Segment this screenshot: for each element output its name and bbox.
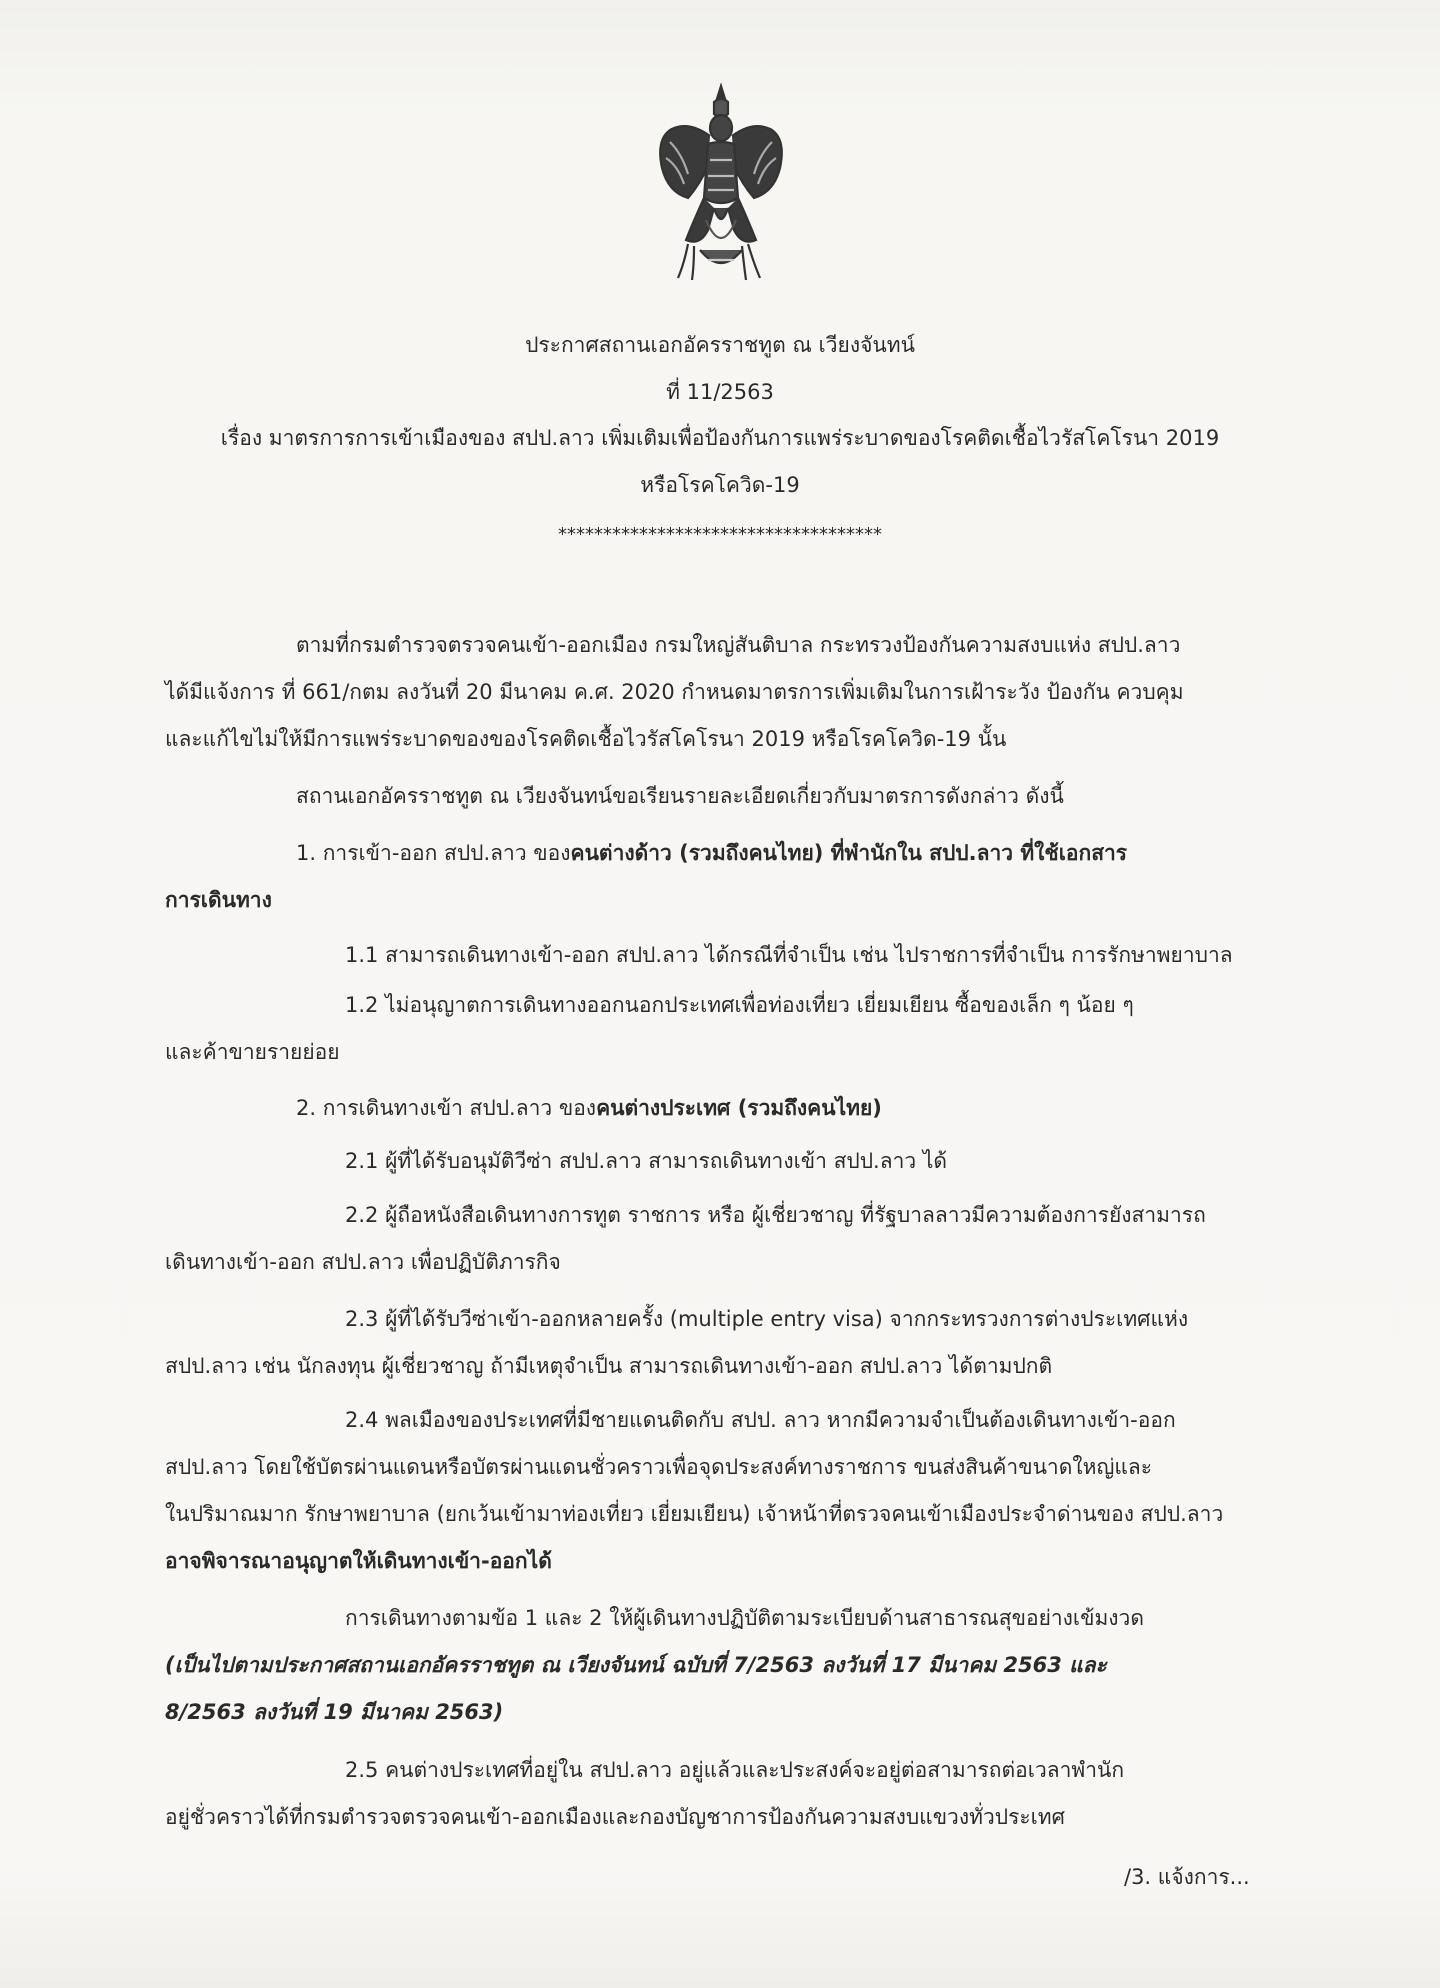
announcement-number: ที่ 11/2563 (666, 380, 774, 404)
intro-paragraph-line: และแก้ไขไม่ให้มีการแพร่ระบาดของของโรคติดเชื้อไวรัสโคโรนา 2019 หรือโรคโควิด-19 นั้น (165, 727, 1007, 751)
intro-second-paragraph: สถานเอกอัครราชทูต ณ เวียงจันทน์ขอเรียนรายละเอียดเกี่ยวกับมาตรการดังกล่าว ดังนี้ (296, 784, 1064, 808)
item-2-4: 2.4 พลเมืองของประเทศที่มีชายแดนติดกับ สปป. ลาว หากมีความจำเป็นต้องเดินทางเข้า-ออก (345, 1408, 1176, 1432)
item-2-5: 2.5 คนต่างประเทศที่อยู่ใน สปป.ลาว อยู่แล้วและประสงค์จะอยู่ต่อสามารถต่อเวลาพำนัก (345, 1758, 1125, 1782)
garuda-emblem-icon (648, 80, 794, 288)
item-2-4-cont: ในปริมาณมาก รักษาพยาบาล (ยกเว้นเข้ามาท่องเที่ยว เยี่ยมเยียน) เจ้าหน้าที่ตรวจคนเข้าเมืองประจำด่านของ สปป.ลาว (165, 1502, 1224, 1526)
item-1-2-cont: และค้าขายรายย่อย (165, 1040, 340, 1064)
intro-paragraph-line: ตามที่กรมตำรวจตรวจคนเข้า-ออกเมือง กรมใหญ่สันติบาล กระทรวงป้องกันความสงบแห่ง สปป.ลาว (296, 633, 1181, 657)
travel-note: การเดินทางตามข้อ 1 และ 2 ให้ผู้เดินทางปฏิบัติตามระเบียบด้านสาธารณสุขอย่างเข้มงวด (345, 1606, 1144, 1630)
item-1-1: 1.1 สามารถเดินทางเข้า-ออก สปป.ลาว ได้กรณีที่จำเป็น เช่น ไปราชการที่จำเป็น การรักษาพยาบาล (345, 943, 1233, 967)
item-2-2-cont: เดินทางเข้า-ออก สปป.ลาว เพื่อปฏิบัติภารกิจ (165, 1250, 561, 1274)
item-2-4-bold: อาจพิจารณาอนุญาตให้เดินทางเข้า-ออกได้ (165, 1549, 552, 1573)
item-1-2: 1.2 ไม่อนุญาตการเดินทางออกนอกประเทศเพื่อท่องเที่ยว เยี่ยมเยียน ซื้อของเล็ก ๆ น้อย ๆ (345, 993, 1134, 1017)
continued-marker: /3. แจ้งการ... (1124, 1865, 1250, 1889)
item-2-5-cont: อยู่ชั่วคราวได้ที่กรมตำรวจตรวจคนเข้า-ออกเมืองและกองบัญชาการป้องกันความสงบแขวงทั่วประเทศ (165, 1805, 1065, 1829)
section-1-heading-cont: การเดินทาง (165, 888, 272, 912)
section-1-prefix: 1. การเข้า-ออก สปป.ลาว ของ (296, 841, 571, 865)
item-2-3-cont: สปป.ลาว เช่น นักลงทุน ผู้เชี่ยวชาญ ถ้ามีเหตุจำเป็น สามารถเดินทางเข้า-ออก สปป.ลาว ได้ตามปกติ (165, 1354, 1053, 1378)
intro-paragraph-line: ได้มีแจ้งการ ที่ 661/กตม ลงวันที่ 20 มีนาคม ค.ศ. 2020 กำหนดมาตรการเพิ่มเติมในการเฝ้าระวัง ป้องกัน ควบคุม (165, 680, 1184, 704)
travel-reference: (เป็นไปตามประกาศสถานเอกอัครราชทูต ณ เวียงจันทน์ ฉบับที่ 7/2563 ลงวันที่ 17 มีนาคม 2563 และ (165, 1653, 1107, 1677)
item-2-4-cont: สปป.ลาว โดยใช้บัตรผ่านแดนหรือบัตรผ่านแดนชั่วคราวเพื่อจุดประสงค์ทางราชการ ขนส่งสินค้าขนาดใหญ่และ (165, 1455, 1153, 1479)
section-2-heading (296, 1093, 882, 1123)
section-2-prefix: 2. การเดินทางเข้า สปป.ลาว ของ (296, 1096, 597, 1120)
item-2-3: 2.3 ผู้ที่ได้รับวีซ่าเข้า-ออกหลายครั้ง (multiple entry visa) จากกระทรวงการต่างประเทศแห่ง (345, 1307, 1189, 1331)
item-2-1: 2.1 ผู้ที่ได้รับอนุมัติวีซ่า สปป.ลาว สามารถเดินทางเข้า สปป.ลาว ได้ (345, 1149, 948, 1173)
item-2-2: 2.2 ผู้ถือหนังสือเดินทางการทูต ราชการ หรือ ผู้เชี่ยวชาญ ที่รัฐบาลลาวมีความต้องการยังสามารถ (345, 1203, 1206, 1227)
separator: ************************************ (558, 524, 882, 545)
announcement-title: ประกาศสถานเอกอัครราชทูต ณ เวียงจันทน์ (525, 333, 915, 357)
subject-line-1: เรื่อง มาตรการการเข้าเมืองของ สปป.ลาว เพิ่มเติมเพื่อป้องกันการแพร่ระบาดของโรคติดเชื้อไวรัสโคโรนา 2019 (220, 426, 1220, 450)
subject-line-2: หรือโรคโควิด-19 (640, 473, 800, 497)
section-1-heading (296, 838, 1127, 868)
travel-reference-cont: 8/2563 ลงวันที่ 19 มีนาคม 2563) (165, 1700, 504, 1724)
section-1-bold: คนต่างด้าว (รวมถึงคนไทย) ที่พำนักใน สปป.ลาว ที่ใช้เอกสาร (570, 841, 1128, 865)
section-2-bold: คนต่างประเทศ (รวมถึงคนไทย) (596, 1096, 882, 1120)
